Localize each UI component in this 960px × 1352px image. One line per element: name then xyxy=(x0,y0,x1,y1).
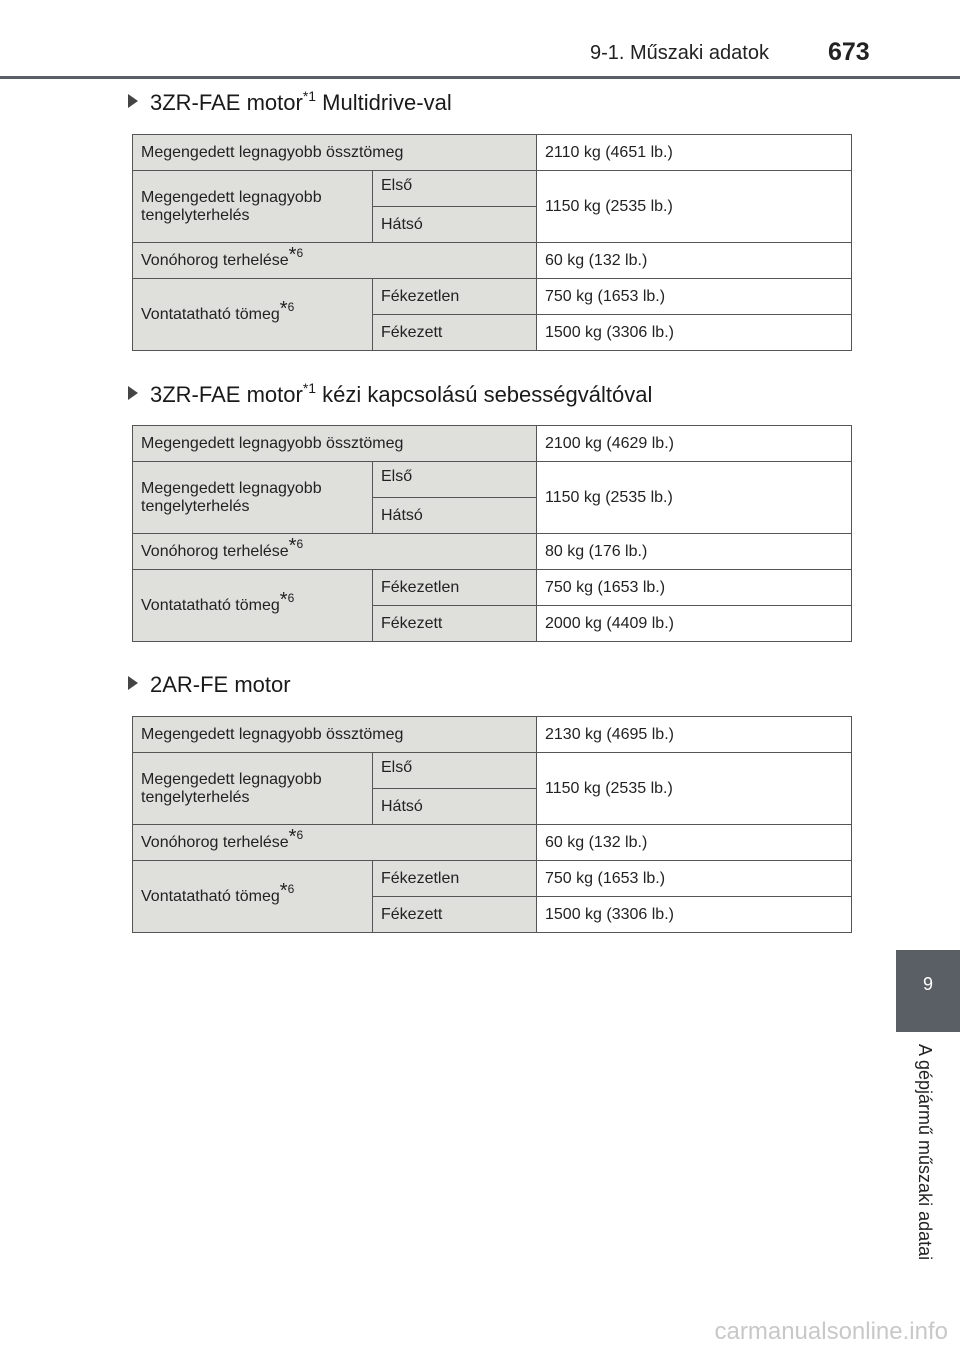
table-row xyxy=(133,426,852,462)
section-heading-suffix: kézi kapcsolású sebességváltóval xyxy=(316,382,653,407)
spec-table-2 xyxy=(132,425,852,642)
chapter-number: 9 xyxy=(922,974,933,994)
table-row xyxy=(133,825,852,861)
section-heading-footnote: *1 xyxy=(302,380,317,396)
axle-rear-label: Hátsó xyxy=(373,789,537,825)
table-row xyxy=(133,861,852,897)
axle-load-label: Megengedett legnagyobb tengelyterhelés xyxy=(133,171,373,243)
arrow-right-icon xyxy=(128,94,138,108)
chapter-title: A gépjármű műszaki adatai xyxy=(915,1044,935,1261)
gross-weight-value: 2100 kg (4629 lb.) xyxy=(537,426,852,462)
hitch-load-value: 60 kg (132 lb.) xyxy=(537,243,852,279)
hitch-load-value: 80 kg (176 lb.) xyxy=(537,534,852,570)
table-row xyxy=(133,462,852,498)
arrow-right-icon xyxy=(128,386,138,400)
table-row xyxy=(133,717,852,753)
towing-weight-label: Vontatatható tömeg*$^6$ xyxy=(133,570,373,642)
unbraked-label: Fékezetlen xyxy=(373,279,537,315)
unbraked-value: 750 kg (1653 lb.) xyxy=(537,861,852,897)
axle-front-label: Első xyxy=(373,462,537,498)
section-heading-1 xyxy=(128,88,452,116)
section-heading-2 xyxy=(128,380,652,408)
spec-table-3 xyxy=(132,716,852,933)
axle-rear-label: Hátsó xyxy=(373,207,537,243)
section-heading-text: 3ZR-FAE motor xyxy=(150,382,303,407)
axle-rear-label: Hátsó xyxy=(373,498,537,534)
arrow-right-icon xyxy=(128,676,138,690)
table-row xyxy=(133,243,852,279)
towing-weight-label: Vontatatható tömeg*$^6$ xyxy=(133,279,373,351)
table-row xyxy=(133,279,852,315)
header-section-title: 9-1. Műszaki adatok xyxy=(590,42,769,64)
braked-value: 1500 kg (3306 lb.) xyxy=(537,315,852,351)
axle-front-label: Első xyxy=(373,753,537,789)
page-number: 673 xyxy=(828,38,870,66)
hitch-load-value: 60 kg (132 lb.) xyxy=(537,825,852,861)
table-row xyxy=(133,570,852,606)
axle-load-label: Megengedett legnagyobb tengelyterhelés xyxy=(133,462,373,534)
section-heading-text: 3ZR-FAE motor xyxy=(150,90,303,115)
hitch-load-label: Vonóhorog terhelése*$^6$ xyxy=(133,243,537,279)
hitch-load-label: Vonóhorog terhelése*$^6$ xyxy=(133,534,537,570)
header-rule xyxy=(0,76,960,79)
hitch-load-label: Vonóhorog terhelése*$^6$ xyxy=(133,825,537,861)
unbraked-label: Fékezetlen xyxy=(373,570,537,606)
braked-label: Fékezett xyxy=(373,315,537,351)
section-heading-footnote: *1 xyxy=(302,88,317,104)
axle-load-value: 1150 kg (2535 lb.) xyxy=(537,753,852,825)
table-row xyxy=(133,534,852,570)
axle-load-label: Megengedett legnagyobb tengelyterhelés xyxy=(133,753,373,825)
braked-label: Fékezett xyxy=(373,606,537,642)
braked-label: Fékezett xyxy=(373,897,537,933)
braked-value: 1500 kg (3306 lb.) xyxy=(537,897,852,933)
axle-load-value: 1150 kg (2535 lb.) xyxy=(537,462,852,534)
gross-weight-value: 2110 kg (4651 lb.) xyxy=(537,135,852,171)
unbraked-value: 750 kg (1653 lb.) xyxy=(537,279,852,315)
table-row xyxy=(133,171,852,207)
section-heading-suffix: Multidrive-val xyxy=(316,90,452,115)
spec-table-1 xyxy=(132,134,852,351)
axle-load-value: 1150 kg (2535 lb.) xyxy=(537,171,852,243)
unbraked-value: 750 kg (1653 lb.) xyxy=(537,570,852,606)
towing-weight-label: Vontatatható tömeg*$^6$ xyxy=(133,861,373,933)
chapter-tab xyxy=(896,950,960,1032)
table-row xyxy=(133,753,852,789)
axle-front-label: Első xyxy=(373,171,537,207)
watermark: carmanualsonline.info xyxy=(714,1318,948,1345)
braked-value: 2000 kg (4409 lb.) xyxy=(537,606,852,642)
gross-weight-value: 2130 kg (4695 lb.) xyxy=(537,717,852,753)
gross-weight-label: Megengedett legnagyobb össztömeg xyxy=(133,135,537,171)
gross-weight-label: Megengedett legnagyobb össztömeg xyxy=(133,426,537,462)
gross-weight-label: Megengedett legnagyobb össztömeg xyxy=(133,717,537,753)
unbraked-label: Fékezetlen xyxy=(373,861,537,897)
section-heading-3 xyxy=(128,672,291,698)
table-row xyxy=(133,135,852,171)
section-heading-text: 2AR-FE motor xyxy=(150,672,291,697)
